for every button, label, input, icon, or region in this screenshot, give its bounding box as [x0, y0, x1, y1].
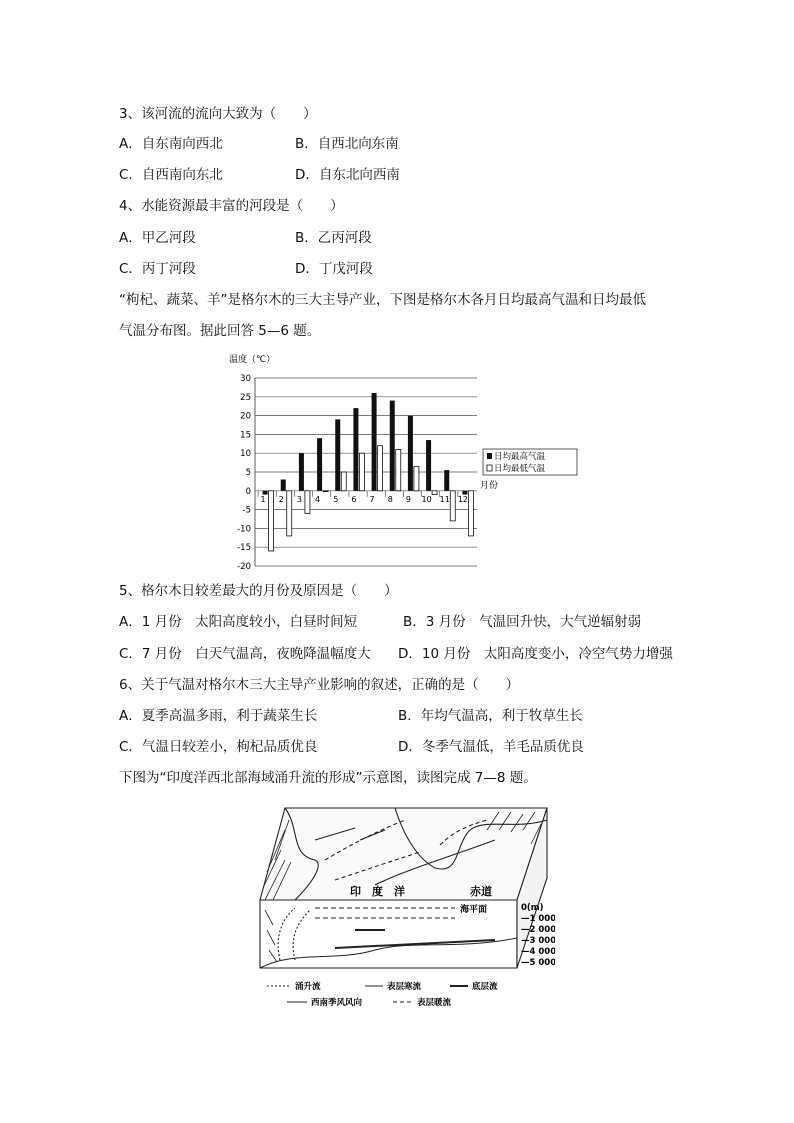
bar-max-temp-8 — [390, 401, 395, 491]
bar-max-temp-6 — [353, 408, 358, 491]
upwelling-diagram-svg — [255, 800, 555, 1015]
chart-x-tick-label: 11 — [439, 494, 450, 504]
chart-x-tick-label: 8 — [387, 494, 393, 504]
bar-min-temp-7 — [378, 446, 383, 491]
chart-x-tick-label: 7 — [369, 494, 375, 504]
chart-x-tick-label: 3 — [296, 494, 302, 504]
q3-stem: 3、该河流的流向大致为（ ） — [119, 106, 317, 122]
bar-min-temp-5 — [341, 472, 346, 491]
q4-stem: 4、水能资源最丰富的河段是（ ） — [119, 198, 344, 214]
chart-y-axis-label: 温度（℃） — [229, 355, 276, 365]
intro-7-8: 下图为“印度洋西北部海域涌升流的形成”示意图，读图完成 7—8 题。 — [119, 770, 537, 786]
legend-swatch-max — [487, 453, 492, 459]
bar-max-temp-11 — [444, 470, 449, 491]
intro-5-6-line2: 气温分布图。据此回答 5—6 题。 — [119, 323, 321, 339]
bar-max-temp-3 — [299, 453, 304, 491]
bar-min-temp-4 — [323, 491, 328, 492]
q6-option-c: C．气温日较差小，枸杞品质优良 — [119, 739, 318, 755]
q4-option-d: D．丁戊河段 — [295, 261, 373, 277]
chart-x-tick-label: 6 — [351, 494, 357, 504]
depth-scale — [521, 903, 555, 968]
depth-label: —2 000 — [521, 925, 555, 935]
q6-option-a: A．夏季高温多雨，利于蔬菜生长 — [119, 708, 318, 724]
chart-x-axis-label: 月份 — [480, 481, 499, 491]
q3-option-b: B．自西北向东南 — [295, 136, 399, 152]
depth-label: 0(m) — [521, 903, 544, 913]
q5-option-c: C．7 月份 白天气温高，夜晚降温幅度大 — [119, 646, 371, 662]
chart-x-tick-label: 1 — [260, 494, 266, 504]
depth-label: —4 000 — [521, 947, 555, 957]
label-sea-level: 海平面 — [460, 905, 488, 915]
legend-bottom: 底层流 — [472, 982, 498, 992]
legend-surface-warm: 表层暖流 — [417, 998, 452, 1008]
legend-swatch-min — [487, 465, 492, 471]
chart-y-tick-label: -20 — [237, 562, 251, 570]
chart-legend — [483, 449, 577, 475]
q4-option-c: C．丙丁河段 — [119, 261, 196, 277]
bar-min-temp-10 — [432, 491, 437, 495]
bar-min-temp-12 — [468, 491, 473, 536]
depth-label: —3 000 — [521, 936, 555, 946]
chart-y-tick-label: 20 — [240, 411, 251, 422]
bar-min-temp-2 — [287, 491, 292, 536]
chart-x-tick-label: 9 — [405, 494, 411, 504]
bar-min-temp-6 — [359, 453, 364, 491]
q3-option-d: D．自东北向西南 — [295, 167, 400, 183]
chart-y-tick-label: -10 — [237, 524, 251, 535]
chart-y-tick-label: 0 — [245, 486, 251, 497]
temperature-chart-svg — [225, 352, 585, 570]
q4-option-a: A．甲乙河段 — [119, 230, 196, 246]
temperature-chart — [225, 352, 585, 570]
bar-min-temp-8 — [396, 449, 401, 490]
q6-stem: 6、关于气温对格尔木三大主导产业影响的叙述，正确的是（ ） — [119, 677, 520, 693]
q6-option-b: B．年均气温高，利于牧草生长 — [398, 708, 583, 724]
diagram-legend — [267, 981, 498, 1008]
chart-y-tick-label: -5 — [242, 505, 251, 516]
depth-label: —5 000 — [521, 958, 555, 968]
chart-y-tick-label: 25 — [240, 392, 251, 403]
label-indian-ocean: 印 度 洋 — [350, 885, 405, 898]
chart-y-tick-label: -15 — [237, 543, 251, 554]
q5-option-b: B．3 月份 气温回升快，大气逆辐射弱 — [403, 614, 642, 630]
bar-max-temp-10 — [426, 440, 431, 491]
chart-x-tick-label: 12 — [457, 494, 469, 504]
bar-max-temp-4 — [317, 438, 322, 491]
bar-max-temp-5 — [335, 419, 340, 490]
legend-label-min: 日均最低气温 — [494, 464, 546, 474]
intro-5-6-line1: “枸杞、蔬菜、羊”是格尔木的三大主导产业，下图是格尔木各月日均最高气温和日均最低 — [119, 292, 646, 308]
q4-option-b: B．乙丙河段 — [295, 230, 372, 246]
chart-x-tick-label: 4 — [315, 494, 321, 504]
chart-x-tick-label: 5 — [333, 494, 339, 504]
q3-option-a: A．自东南向西北 — [119, 136, 223, 152]
chart-x-tick-label: 10 — [421, 494, 432, 504]
bar-max-temp-9 — [408, 416, 413, 491]
depth-label: —1 000 — [521, 914, 555, 924]
q5-option-d: D．10 月份 太阳高度变小，冷空气势力增强 — [398, 646, 673, 662]
bar-max-temp-7 — [372, 393, 377, 491]
chart-y-tick-label: 10 — [240, 449, 251, 460]
label-equator: 赤道 — [470, 885, 492, 898]
q5-option-a: A．1 月份 太阳高度较小，白昼时间短 — [119, 614, 358, 630]
legend-surface-cold: 表层寒流 — [387, 982, 422, 992]
legend-monsoon: 西南季风风向 — [311, 998, 363, 1008]
legend-upwelling: 涌升流 — [295, 982, 321, 992]
q3-option-c: C．自西南向东北 — [119, 167, 223, 183]
bar-min-temp-3 — [305, 491, 310, 514]
bar-max-temp-2 — [281, 480, 286, 491]
legend-label-max: 日均最高气温 — [494, 452, 546, 462]
bar-min-temp-11 — [450, 491, 455, 521]
chart-y-tick-label: 15 — [240, 430, 251, 441]
q5-stem: 5、格尔木日较差最大的月份及原因是（ ） — [119, 583, 398, 599]
bar-min-temp-9 — [414, 466, 419, 490]
chart-y-tick-label: 30 — [240, 374, 251, 384]
chart-y-tick-label: 5 — [245, 468, 251, 478]
bar-min-temp-1 — [269, 491, 274, 551]
chart-x-tick-label: 2 — [278, 494, 284, 504]
upwelling-diagram — [255, 800, 555, 1015]
q6-option-d: D．冬季气温低，羊毛品质优良 — [398, 739, 584, 755]
